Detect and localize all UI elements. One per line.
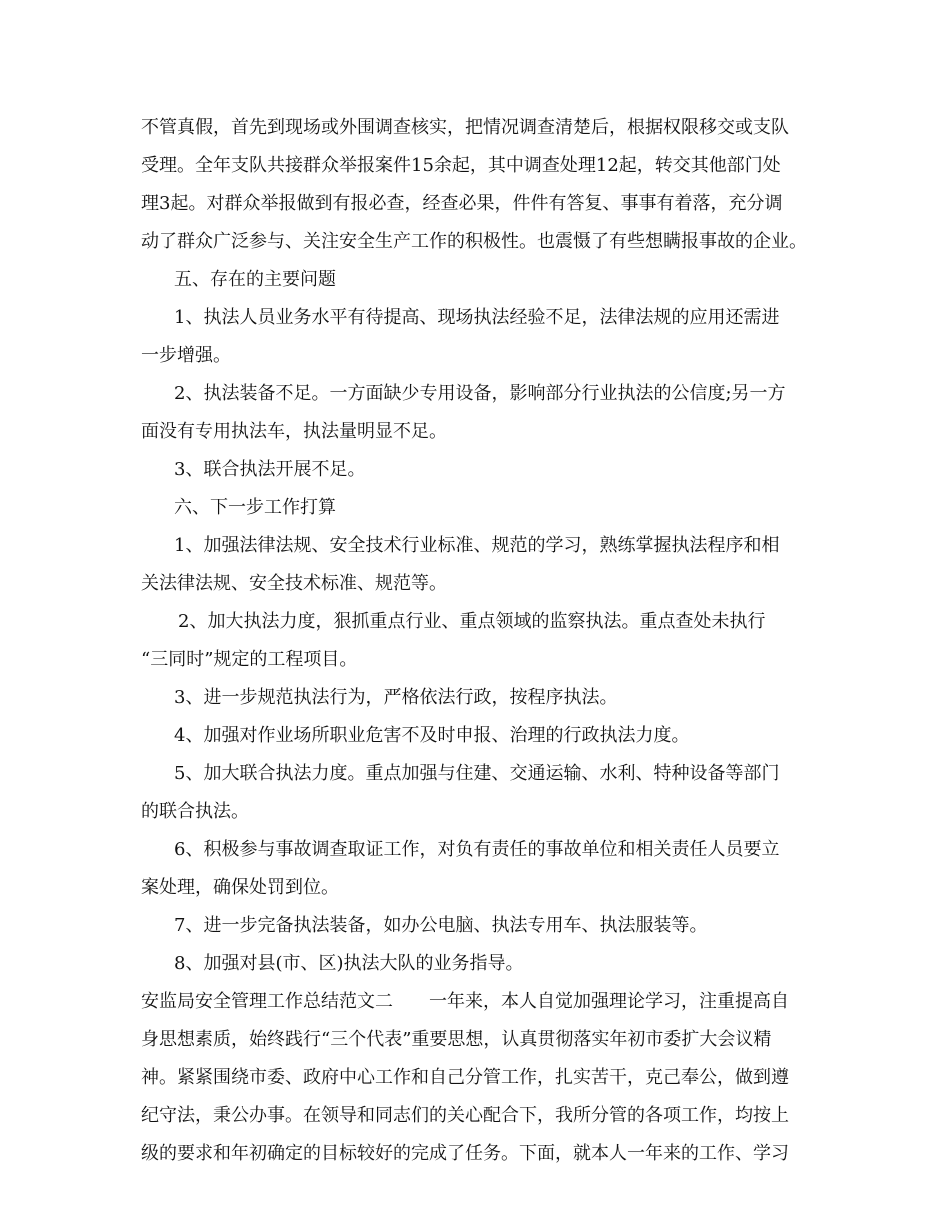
paragraph-line: 动了群众广泛参与、关注安全生产工作的积极性。也震慑了有些想瞒报事故的企业。 — [141, 231, 807, 252]
section-heading: 六、下一步工作打算 — [174, 497, 336, 518]
paragraph-line: 理3起。对群众举报做到有报必查，经查必果，件件有答复、事事有着落，充分调 — [141, 193, 783, 214]
paragraph-line: 8、加强对县(市、区)执法大队的业务指导。 — [174, 953, 524, 974]
paragraph-line: 身思想素质，始终践行“三个代表”重要思想，认真贯彻落实年初市委扩大会议精 — [141, 1029, 772, 1050]
paragraph-line: 安监局安全管理工作总结范文二 一年来，本人自觉加强理论学习，注重提高自 — [141, 991, 789, 1012]
paragraph-line: 1、加强法律法规、安全技术行业标准、规范的学习，熟练掌握执法程序和相 — [174, 535, 780, 556]
paragraph-line: 级的要求和年初确定的目标较好的完成了任务。下面，就本人一年来的工作、学习 — [141, 1143, 789, 1164]
paragraph-line: 不管真假，首先到现场或外围调查核实，把情况调查清楚后，根据权限移交或支队 — [141, 117, 789, 138]
paragraph-line: 的联合执法。 — [141, 801, 249, 822]
paragraph-line: 面没有专用执法车，执法量明显不足。 — [141, 421, 447, 442]
paragraph-line: 一步增强。 — [141, 345, 231, 366]
paragraph-line: 4、加强对作业场所职业危害不及时申报、治理的行政执法力度。 — [174, 725, 690, 746]
paragraph-line: 1、执法人员业务水平有待提高、现场执法经验不足，法律法规的应用还需进 — [174, 307, 780, 328]
section-heading: 五、存在的主要问题 — [174, 269, 336, 290]
paragraph-line: 3、联合执法开展不足。 — [174, 459, 366, 480]
paragraph-line: “三同时”规定的工程项目。 — [141, 649, 358, 670]
paragraph-line: 2、加大执法力度，狠抓重点行业、重点领域的监察执法。重点查处未执行 — [178, 611, 766, 632]
paragraph-line: 6、积极参与事故调查取证工作，对负有责任的事故单位和相关责任人员要立 — [174, 839, 780, 860]
paragraph-line: 3、进一步规范执法行为，严格依法行政，按程序执法。 — [174, 687, 618, 708]
paragraph-line: 关法律法规、安全技术标准、规范等。 — [141, 573, 447, 594]
paragraph-line: 7、进一步完备执法装备，如办公电脑、执法专用车、执法服装等。 — [174, 915, 708, 936]
paragraph-line: 5、加大联合执法力度。重点加强与住建、交通运输、水利、特种设备等部门 — [174, 763, 780, 784]
paragraph-line: 案处理，确保处罚到位。 — [141, 877, 339, 898]
paragraph-line: 纪守法，秉公办事。在领导和同志们的关心配合下，我所分管的各项工作，均按上 — [141, 1105, 789, 1126]
paragraph-line: 受理。全年支队共接群众举报案件15余起，其中调查处理12起，转交其他部门处 — [141, 155, 781, 176]
paragraph-line: 2、执法装备不足。一方面缺少专用设备，影响部分行业执法的公信度;另一方 — [174, 383, 786, 404]
paragraph-line: 神。紧紧围绕市委、政府中心工作和自己分管工作，扎实苦干，克己奉公，做到遵 — [141, 1067, 789, 1088]
